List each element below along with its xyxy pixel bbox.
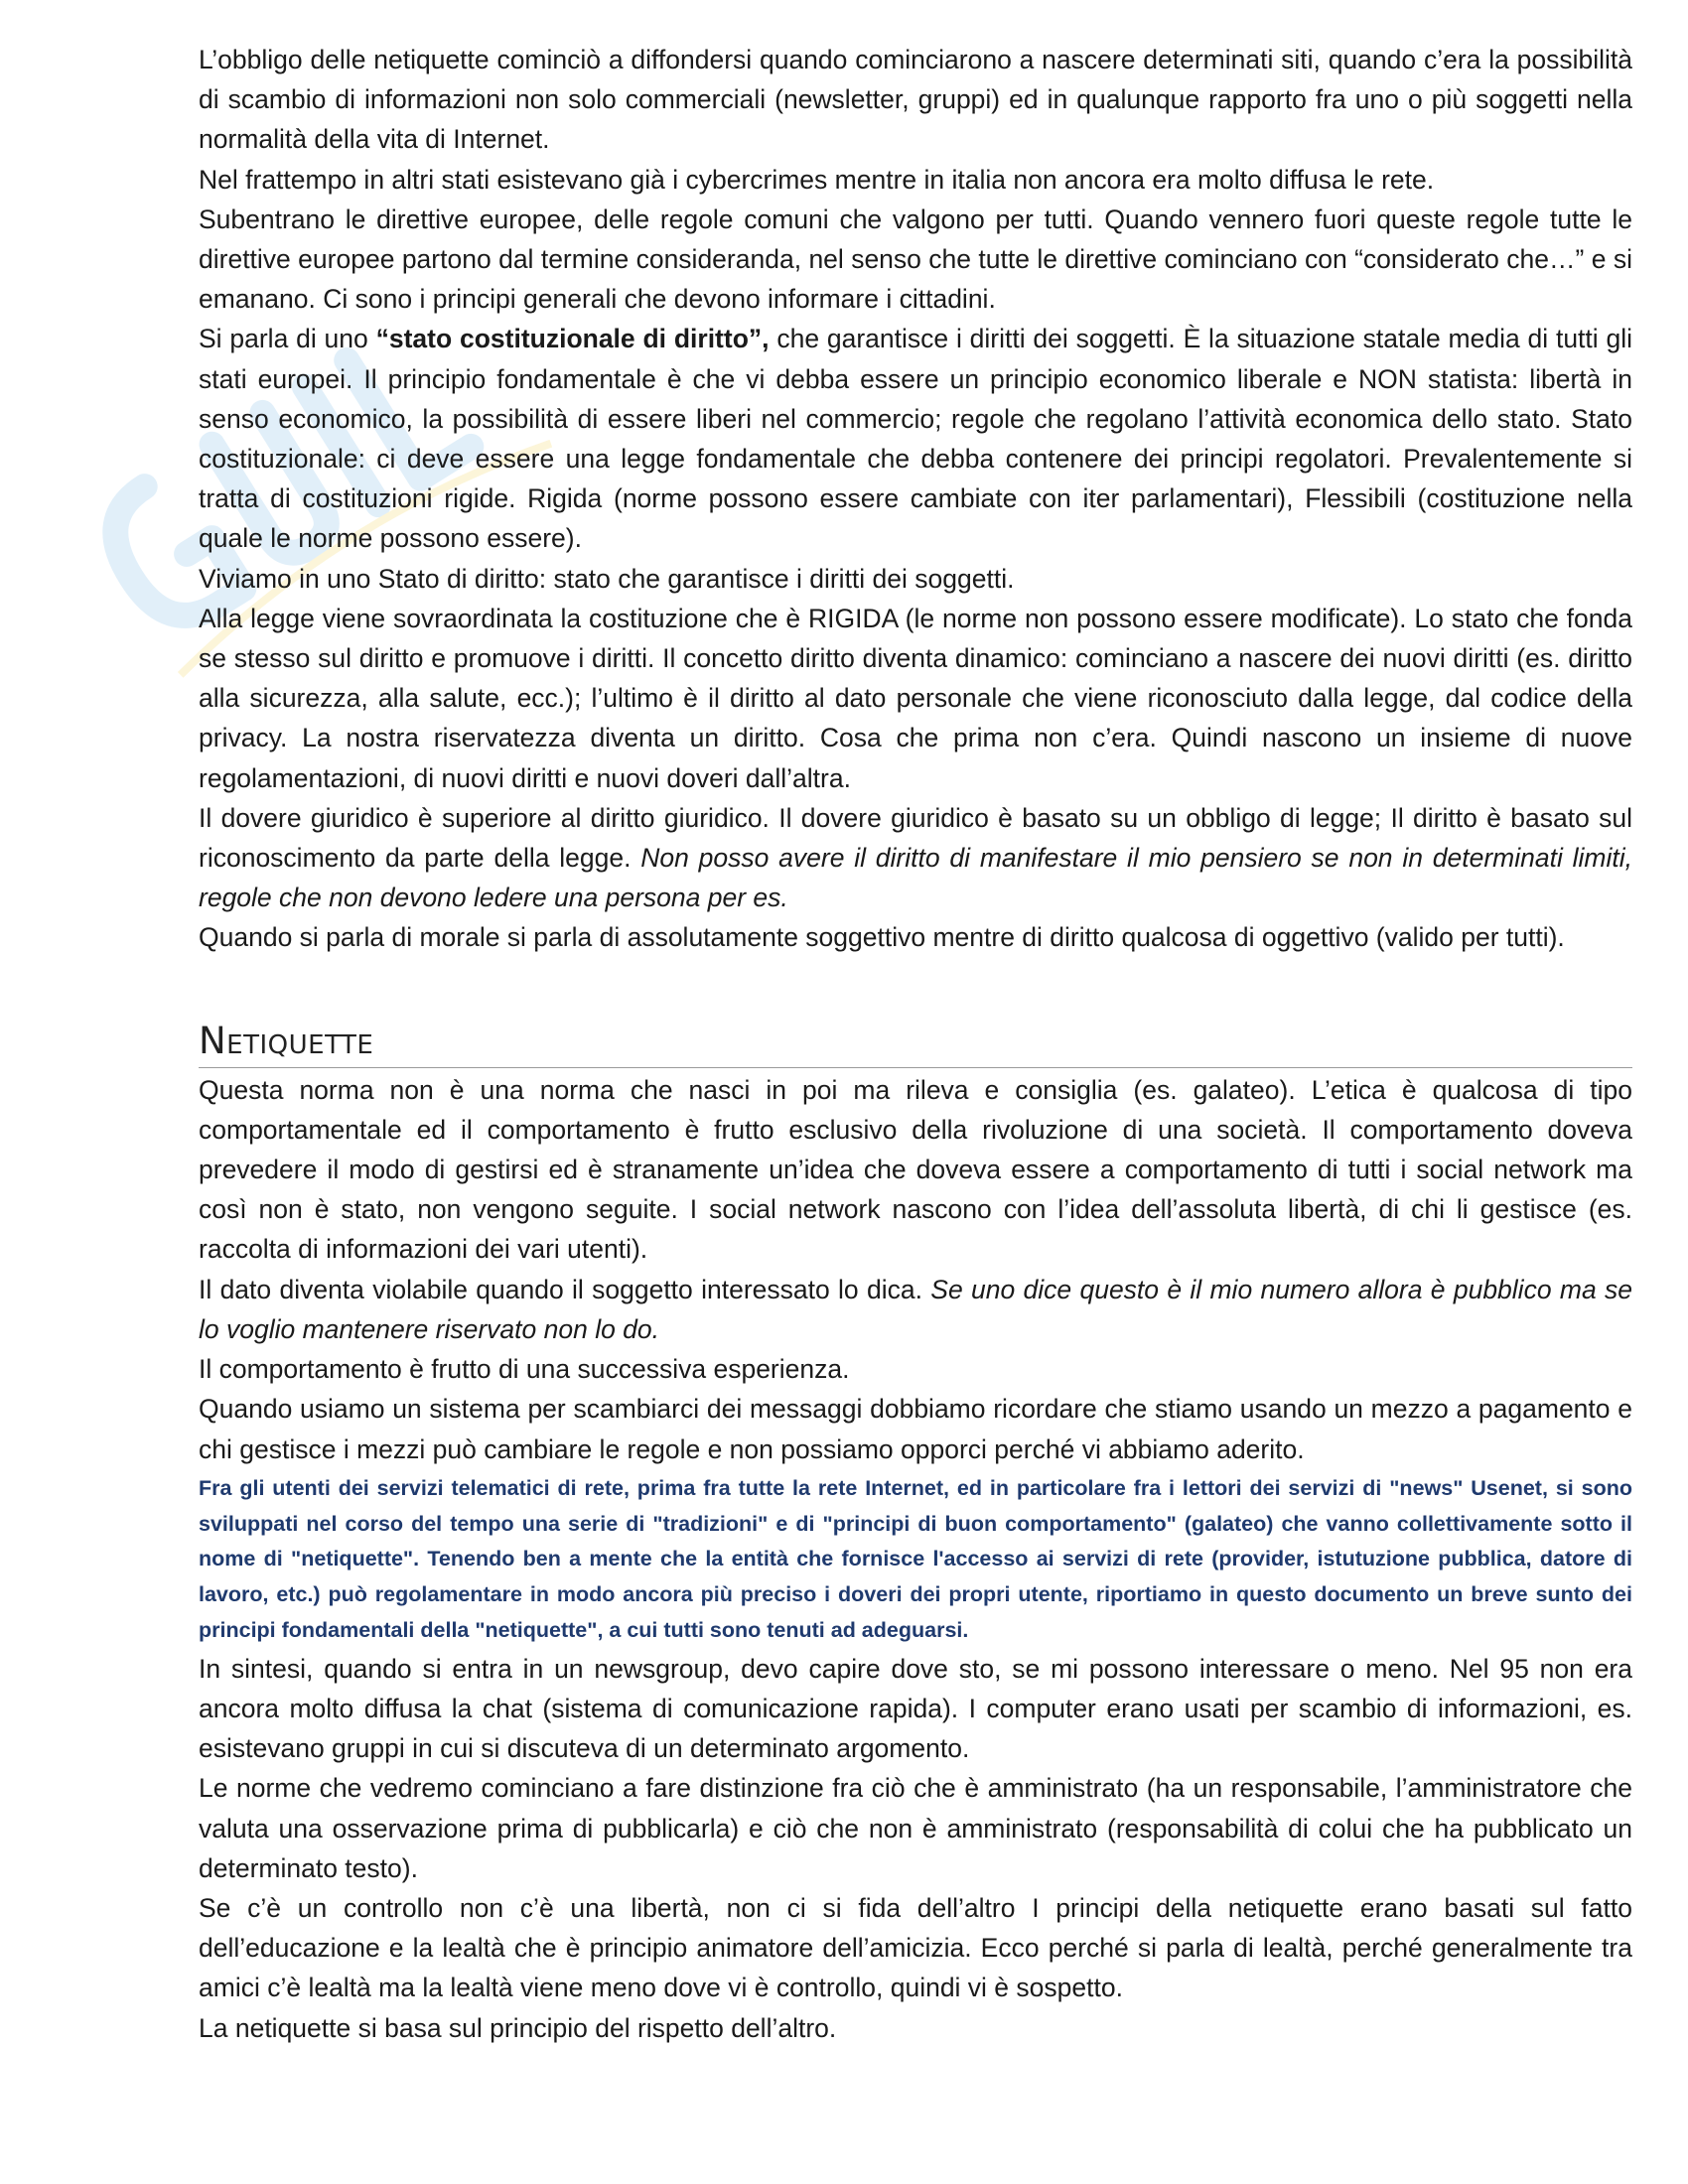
paragraph-costituzione-rigida: Alla legge viene sovraordinata la costituzione che è RIGIDA (le norme non possono essere modificate). Lo stato che fonda se stesso sul diritto e promuove i diritti. Il concetto diritto diventa dinamico: cominciano a nascere dei nuovi diritti (es. diritto alla sicurezza, alla salute, ecc.); l’ultimo è il diritto al dato personale che viene riconosciuto dalla legge, dal codice della privacy. La nostra riservatezza diventa un diritto. Cosa che prima non c’era. Quindi nascono un insieme di nuove regolamentazioni, di nuovi diritti e nuovi doveri dall’altra. bbox=[199, 603, 1632, 793]
paragraph-cybercrimes: Nel frattempo in altri stati esistevano già i cybercrimes mentre in italia non ancora era molto diffusa le rete. bbox=[199, 164, 1435, 195]
dato-text: Il dato diventa violabile quando il soggetto interessato lo dica. bbox=[199, 1274, 931, 1304]
paragraph-netiquette-norma: Questa norma non è una norma che nasci in poi ma rileva e consiglia (es. galateo). L’etica è qualcosa di tipo comportamentale ed il comportamento è frutto esclusivo della rivoluzione di una società. Il comportamento doveva prevedere il modo di gestirsi ed è stranamente un’idea che doveva essere a comportamento di tutti i social network ma così non è stato, non vengono seguite. I social network nascono con l’idea dell’assoluta libertà, di chi li gestisce (es. raccolta di informazioni dei vari utenti). bbox=[199, 1074, 1632, 1265]
paragraph-norme-amministrato: Le norme che vedremo cominciano a fare distinzione fra ciò che è amministrato (ha un responsabile, l’amministratore che valuta una osservazione prima di pubblicarla) e ciò che non è amministrato (responsabilità di colui che ha pubblicato un determinato testo). bbox=[199, 1773, 1632, 1883]
paragraph-obbligo: L’obbligo delle netiquette cominciò a diffondersi quando cominciarono a nascere determinati siti, quando c’era la possibilità di scambio di informazioni non solo commerciali (newsletter, gruppi) ed in qualunque rapporto fra uno o più soggetti nella normalità della vita di Internet. bbox=[199, 45, 1632, 155]
netiquette-quote: Fra gli utenti dei servizi telematici di rete, prima fra tutte la rete Internet, ed in particolare fra i lettori dei servizi di "news" Usenet, si sono sviluppati nel corso del tempo una serie di "tradizioni" e di "principi di buon comportamento" (galateo) che vanno collettivamente sotto il nome di "netiquette". Tenendo ben a mente che la entità che fornisce l'accesso ai servizi di rete (provider, istutuzione pubblica, datore di lavoro, etc.) può regolamentare in modo ancora più preciso i doveri dei propri utente, riportiamo in questo documento un breve sunto dei principi fondamentali della "netiquette", a cui tutti sono tenuti ad adeguarsi. bbox=[199, 1475, 1632, 1642]
paragraph-sintesi: In sintesi, quando si entra in un newsgroup, devo capire dove sto, se mi possono interessare o meno. Nel 95 non era ancora molto diffusa la chat (sistema di comunicazione rapida). I computer erano usati per scambio di informazioni, es. esistevano gruppi in cui si discuteva di un determinato argomento. bbox=[199, 1653, 1632, 1764]
stato-suffix: che garantisce i diritti dei soggetti. È la situazione statale media di tutti gli stati europei. Il principio fondamentale è che vi debba essere un principio economico liberale e NON statista: libertà in senso economico, la possibilità di essere liberi nel commercio; regole che regolano l’attività economica dello stato. Stato costituzionale: ci deve essere una legge fondamentale che debba contenere dei principi regolatori. Prevalentemente si tratta di costituzioni rigide. Rigida (norme possono essere cambiate con iter parlamentari), Flessibili (costituzione nella quale le norme possono essere). bbox=[199, 324, 1632, 554]
paragraph-morale: Quando si parla di morale si parla di assolutamente soggettivo mentre di diritto qualcosa di oggettivo (valido per tutti). bbox=[199, 922, 1565, 953]
stato-prefix: Si parla di uno bbox=[199, 324, 376, 354]
paragraph-comportamento: Il comportamento è frutto di una successiva esperienza. bbox=[199, 1354, 850, 1385]
document-page bbox=[199, 40, 1632, 2048]
paragraph-dovere-giuridico bbox=[199, 798, 1632, 918]
section-heading-netiquette: Netiquette bbox=[199, 1020, 1632, 1068]
dovere-italic: Non posso avere il diritto di manifestare il mio pensiero se non in determinati limiti, regole che non devono ledere una persona per es. bbox=[199, 843, 1632, 913]
paragraph-direttive: Subentrano le direttive europee, delle regole comuni che valgono per tutti. Quando vennero fuori queste regole tutte le direttive europee partono dal termine consideranda, nel senso che tutte le direttive cominciano con “considerato che…” e si emanano. Ci sono i principi generali che devono informare i cittadini. bbox=[199, 204, 1632, 315]
paragraph-controllo-lealta: Se c’è un controllo non c’è una libertà, non ci si fida dell’altro I principi della netiquette erano basati sul fatto dell’educazione e la lealtà che è principio animatore dell’amicizia. Ecco perché si parla di lealtà, perché generalmente tra amici c’è lealtà ma la lealtà viene meno dove vi è controllo, quindi vi è sospetto. bbox=[199, 1892, 1632, 2003]
paragraph-stato-di-diritto: Viviamo in uno Stato di diritto: stato che garantisce i diritti dei soggetti. bbox=[199, 563, 1015, 594]
dovere-text: Il dovere giuridico è superiore al diritto giuridico. Il dovere giuridico è basato su un obbligo di legge; Il diritto è basato sul riconoscimento da parte della legge. bbox=[199, 802, 1632, 874]
paragraph-messaggi: Quando usiamo un sistema per scambiarci dei messaggi dobbiamo ricordare che stiamo usando un mezzo a pagamento e chi gestisce i mezzi può cambiare le regole e non possiamo opporci perché vi abbiamo aderito. bbox=[199, 1394, 1632, 1464]
paragraph-rispetto: La netiquette si basa sul principio del rispetto dell’altro. bbox=[199, 2012, 837, 2043]
dato-italic: Se uno dice questo è il mio numero allora è pubblico ma se lo voglio mantenere riservato non lo do. bbox=[199, 1274, 1632, 1344]
paragraph-dato-violabile bbox=[199, 1270, 1632, 1349]
stato-bold-term: “stato costituzionale di diritto”, bbox=[375, 324, 770, 354]
paragraph-stato-costituzionale bbox=[199, 319, 1632, 558]
